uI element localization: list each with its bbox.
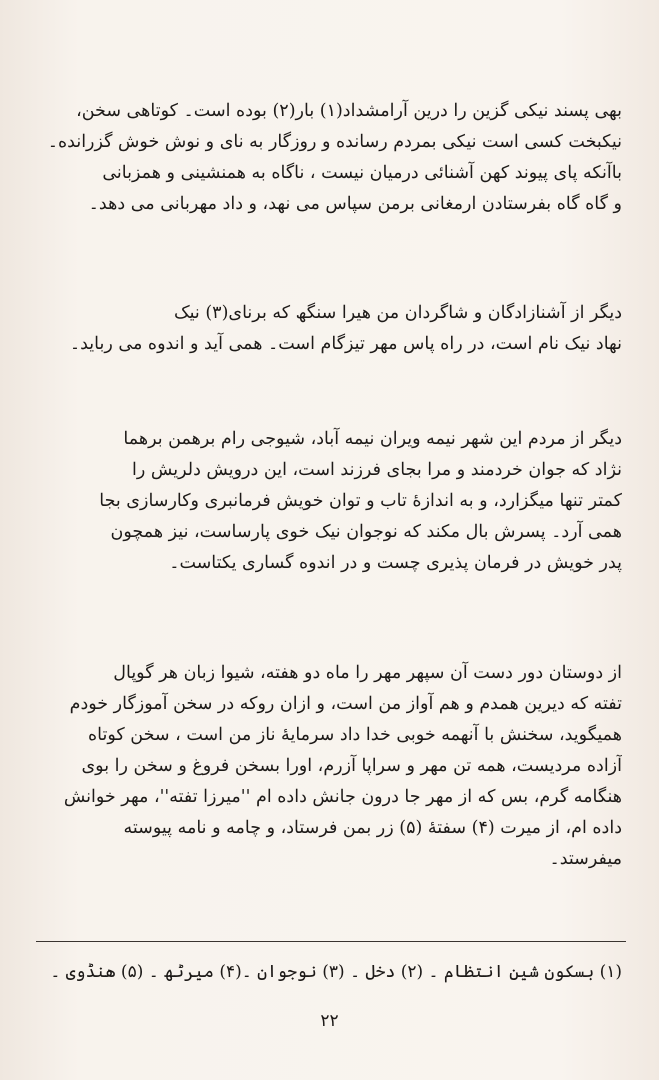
footnote: (۱) بسکون شین انتظام ۔ (۲) دخل ۔ (۳) نوجوان ۔(۴) میرٹھ ۔ (۵) هنڈوی ۔ <box>50 962 622 982</box>
paragraph-line: آزاده مردیست، همه تن مهر و سراپا آزرم، اورا بسخن فروغ و سخن را بوی <box>81 756 622 776</box>
paragraph-line: نیکبخت کسی است نیکی بمردم رسانده و روزگار به نای و نوش خوش گزرانده۔ <box>47 132 622 152</box>
paragraph-line: کمتر تنها میگزارد، و به اندازهٔ تاب و توان خویش فرمانبری وکارسازی بجا <box>99 491 622 511</box>
paragraph-3 <box>38 424 622 579</box>
paragraph-line: تفته که دیرین همدم و هم آواز من است، و ازان روکه در سخن آموزگار خودم <box>69 694 622 714</box>
footnote-divider <box>36 941 626 942</box>
page-number: ۲۲ <box>320 1011 339 1031</box>
paragraph-4 <box>38 658 622 875</box>
paragraph-line: نژاد که جوان خردمند و مرا بجای فرزند است، این درویش دلریش را <box>132 460 622 480</box>
paragraph-line: و گاه گاه بفرستادن ارمغانی برمن سپاس می نهد، و داد مهربانی می دهد۔ <box>88 194 622 214</box>
paragraph-line: داده ام، از میرت (۴) سفتهٔ (۵) زر بمن فرستاد، و چامه و نامه پیوسته <box>123 818 622 838</box>
paragraph-line: همی آرد۔ پسرش بال مکند که نوجوان نیک خوی پارساست، نیز همچون <box>110 522 622 542</box>
paragraph-line: باآنکه پای پیوند کهن آشنائی درمیان نیست ، ناگاه به همنشینی و همزبانی <box>102 163 622 183</box>
paragraph-line: دیگر از مردم این شهر نیمه ویران نیمه آباد، شیوجی رام برهمن برهما <box>123 429 622 449</box>
paragraph-line: پدر خویش در فرمان پذیری چست و در اندوه گساری یکتاست۔ <box>169 553 622 573</box>
paragraph-line: بهی پسند نیکی گزین را درین آرامشداد(۱) بار(۲) بوده است۔ کوتاهی سخن، <box>76 101 622 121</box>
paragraph-2 <box>38 298 622 360</box>
paragraph-line: هنگامه گرم، بس که از مهر جا درون جانش داده ام ''میرزا تفته''، مهر خوانش <box>63 787 622 807</box>
paragraph-line: از دوستان دور دست آن سپهر مهر را ماه دو هفته، شیوا زبان هر گوپال <box>113 663 622 683</box>
paragraph-line: میفرستد۔ <box>549 849 622 869</box>
paragraph-1 <box>38 96 622 220</box>
paragraph-line: نهاد نیک نام است، در راه پاس مهر تیزگام است۔ همی آید و اندوه می رباید۔ <box>69 334 622 354</box>
paragraph-line: همیگوید، سخنش با آنهمه خوبی خدا داد سرمایهٔ ناز من است ، سخن کوتاه <box>87 725 622 745</box>
paragraph-line: دیگر از آشنازادگان و شاگردان من هیرا سنگھ که برنای(۳) نیک <box>173 303 622 323</box>
